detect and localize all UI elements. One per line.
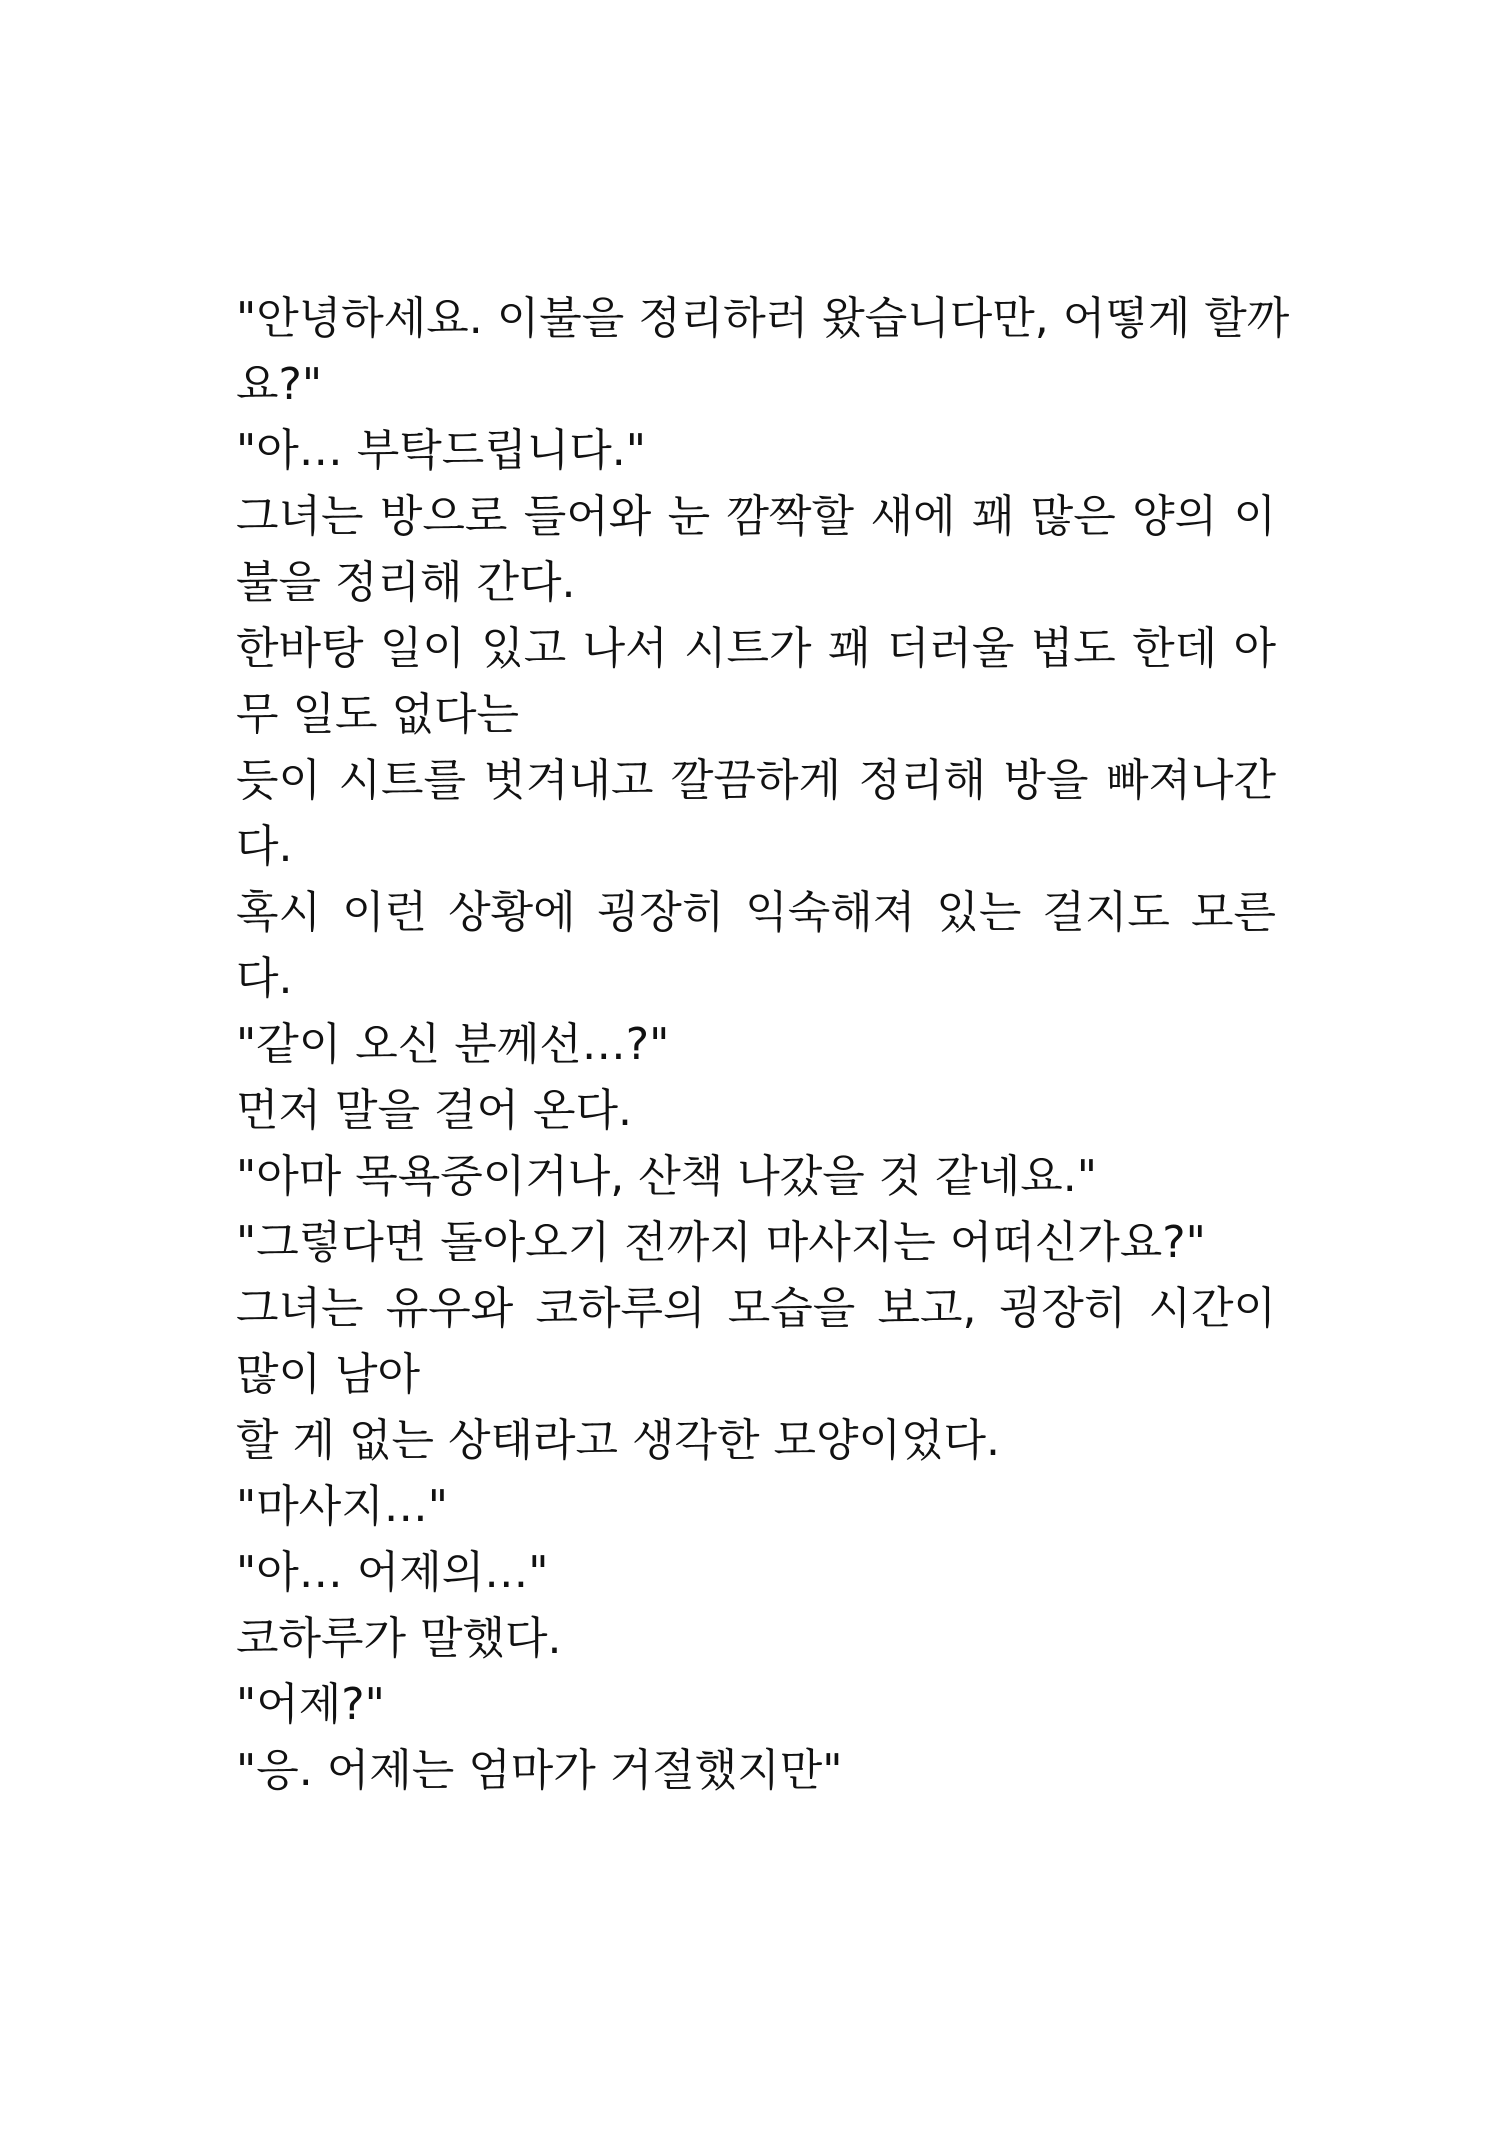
text-line: 혹시 이런 상황에 굉장히 익숙해져 있는 걸지도 모른 bbox=[236, 887, 1276, 938]
text-line: "안녕하세요. 이불을 정리하러 왔습니다만, 어떻게 할까 bbox=[236, 293, 1290, 344]
text-line: "마사지…" bbox=[236, 1481, 448, 1532]
text-line: 한바탕 일이 있고 나서 시트가 꽤 더러울 법도 한데 아 bbox=[236, 623, 1276, 674]
body-text bbox=[236, 286, 1290, 1804]
text-line: "어제?" bbox=[236, 1679, 385, 1730]
text-line: "아… 어제의…" bbox=[236, 1547, 549, 1598]
text-line: "아마 목욕중이거나, 산책 나갔을 것 같네요." bbox=[236, 1151, 1097, 1202]
text-line: 많이 남아 bbox=[236, 1349, 421, 1400]
text-line: 요?" bbox=[236, 359, 323, 410]
text-line: 무 일도 없다는 bbox=[236, 689, 519, 740]
text-line: 그녀는 방으로 들어와 눈 깜짝할 새에 꽤 많은 양의 이 bbox=[236, 491, 1276, 542]
text-line: 할 게 없는 상태라고 생각한 모양이었다. bbox=[236, 1415, 1000, 1466]
text-line: 듯이 시트를 벗겨내고 깔끔하게 정리해 방을 빠져나간 bbox=[236, 755, 1276, 806]
text-line: 코하루가 말했다. bbox=[236, 1613, 562, 1664]
text-line: "그렇다면 돌아오기 전까지 마사지는 어떠신가요?" bbox=[236, 1217, 1206, 1268]
text-line: "같이 오신 분께선…?" bbox=[236, 1019, 670, 1070]
text-line: 먼저 말을 걸어 온다. bbox=[236, 1085, 632, 1136]
text-line: 그녀는 유우와 코하루의 모습을 보고, 굉장히 시간이 bbox=[236, 1283, 1276, 1334]
text-line: "응. 어제는 엄마가 거절했지만" bbox=[236, 1745, 843, 1796]
text-line: 불을 정리해 간다. bbox=[236, 557, 576, 608]
text-line: 다. bbox=[236, 821, 293, 872]
text-line: 다. bbox=[236, 953, 293, 1004]
text-line: "아… 부탁드립니다." bbox=[236, 425, 646, 476]
